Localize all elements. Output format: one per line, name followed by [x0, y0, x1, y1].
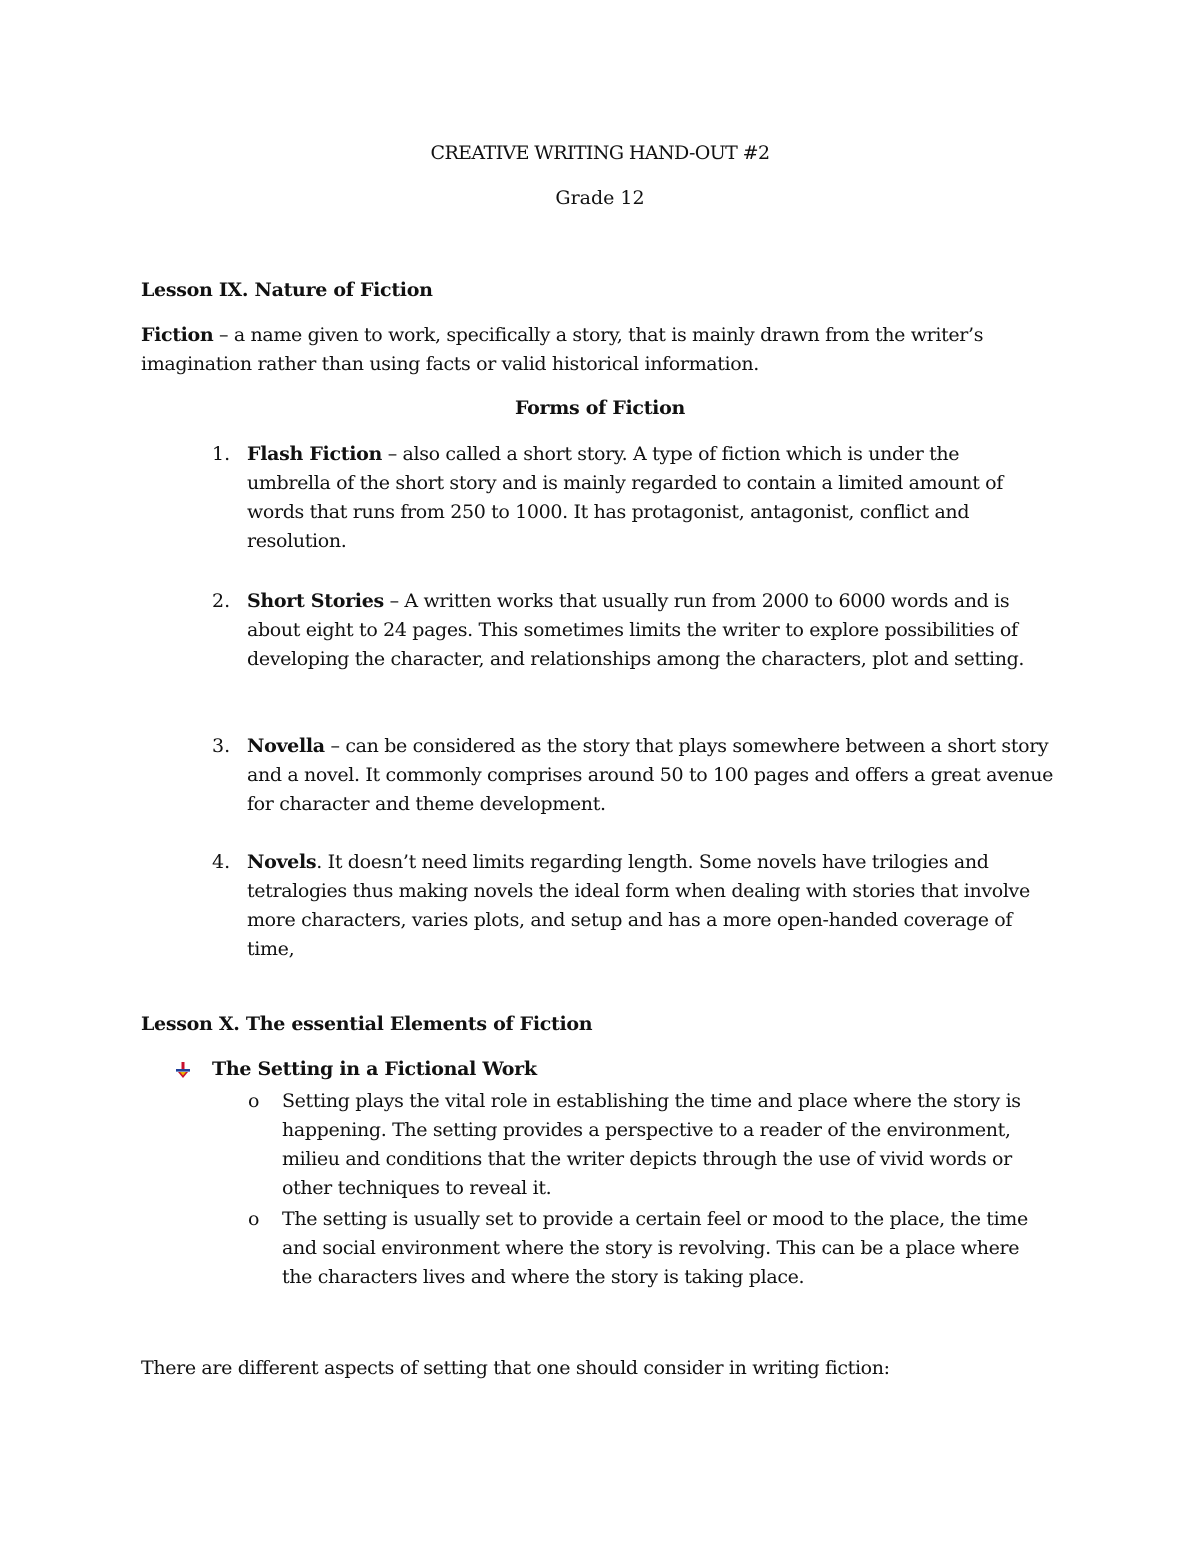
- circle-bullet-icon: o: [248, 1208, 260, 1230]
- forms-heading: Forms of Fiction: [515, 397, 685, 419]
- fiction-def-text: – a name given to work, specifically a story, that is mainly drawn from the writer’s imagination rather than using facts or valid historical information.: [141, 324, 984, 375]
- lesson-10-heading: Lesson X. The essential Elements of Fiction: [141, 1013, 593, 1035]
- page-title: CREATIVE WRITING HAND-OUT #2: [430, 142, 770, 164]
- circle-bullet-icon: o: [248, 1090, 260, 1112]
- fiction-term: Fiction: [141, 324, 214, 346]
- list-item-novella: [247, 732, 1067, 819]
- list-item-text: . It doesn’t need limits regarding length. Some novels have trilogies and tetralogies thus making novels the ideal form when dealing with stories that involve more characters, varies plots, and setup and has a more open-handed coverage of time,: [247, 851, 1030, 960]
- list-item-term: Novella: [247, 735, 325, 757]
- grade-subtitle: Grade 12: [555, 187, 645, 209]
- lesson-9-heading: Lesson IX. Nature of Fiction: [141, 279, 433, 301]
- list-item-short-stories: [247, 587, 1047, 674]
- list-item-text: – A written works that usually run from 2000 to 6000 words and is about eight to 24 pages. This sometimes limits the writer to explore possibilities of developing the character, and relationships among the characters, plot and setting.: [247, 590, 1025, 670]
- list-number: 1.: [212, 443, 231, 465]
- list-number: 3.: [212, 735, 231, 757]
- list-item-novels: [247, 848, 1047, 964]
- list-item-term: Novels: [247, 851, 317, 873]
- list-number: 2.: [212, 590, 231, 612]
- list-item-flash-fiction: [247, 440, 1047, 556]
- setting-point-1: Setting plays the vital role in establishing the time and place where the story is happening. The setting provides a perspective to a reader of the environment, milieu and conditions that the writer depicts through the use of vivid words or other techniques to reveal it.: [282, 1090, 1021, 1199]
- arrow-down-bullet-icon: [175, 1061, 191, 1079]
- fiction-definition: [141, 321, 1041, 379]
- list-item-term: Short Stories: [247, 590, 384, 612]
- closing-paragraph: There are different aspects of setting that one should consider in writing fiction:: [141, 1357, 890, 1379]
- list-item-text: – also called a short story. A type of fiction which is under the umbrella of the short story and is mainly regarded to contain a limited amount of words that runs from 250 to 1000. It has protagonist, antagonist, conflict and resolution.: [247, 443, 1003, 552]
- list-number: 4.: [212, 851, 231, 873]
- setting-heading: The Setting in a Fictional Work: [212, 1058, 537, 1080]
- list-item-text: – can be considered as the story that plays somewhere between a short story and a novel. It commonly comprises around 50 to 100 pages and offers a great avenue for character and theme development.: [247, 735, 1054, 815]
- list-item-term: Flash Fiction: [247, 443, 383, 465]
- setting-point-2: The setting is usually set to provide a certain feel or mood to the place, the time and social environment where the story is revolving. This can be a place where the characters lives and where the story is taking place.: [282, 1208, 1028, 1288]
